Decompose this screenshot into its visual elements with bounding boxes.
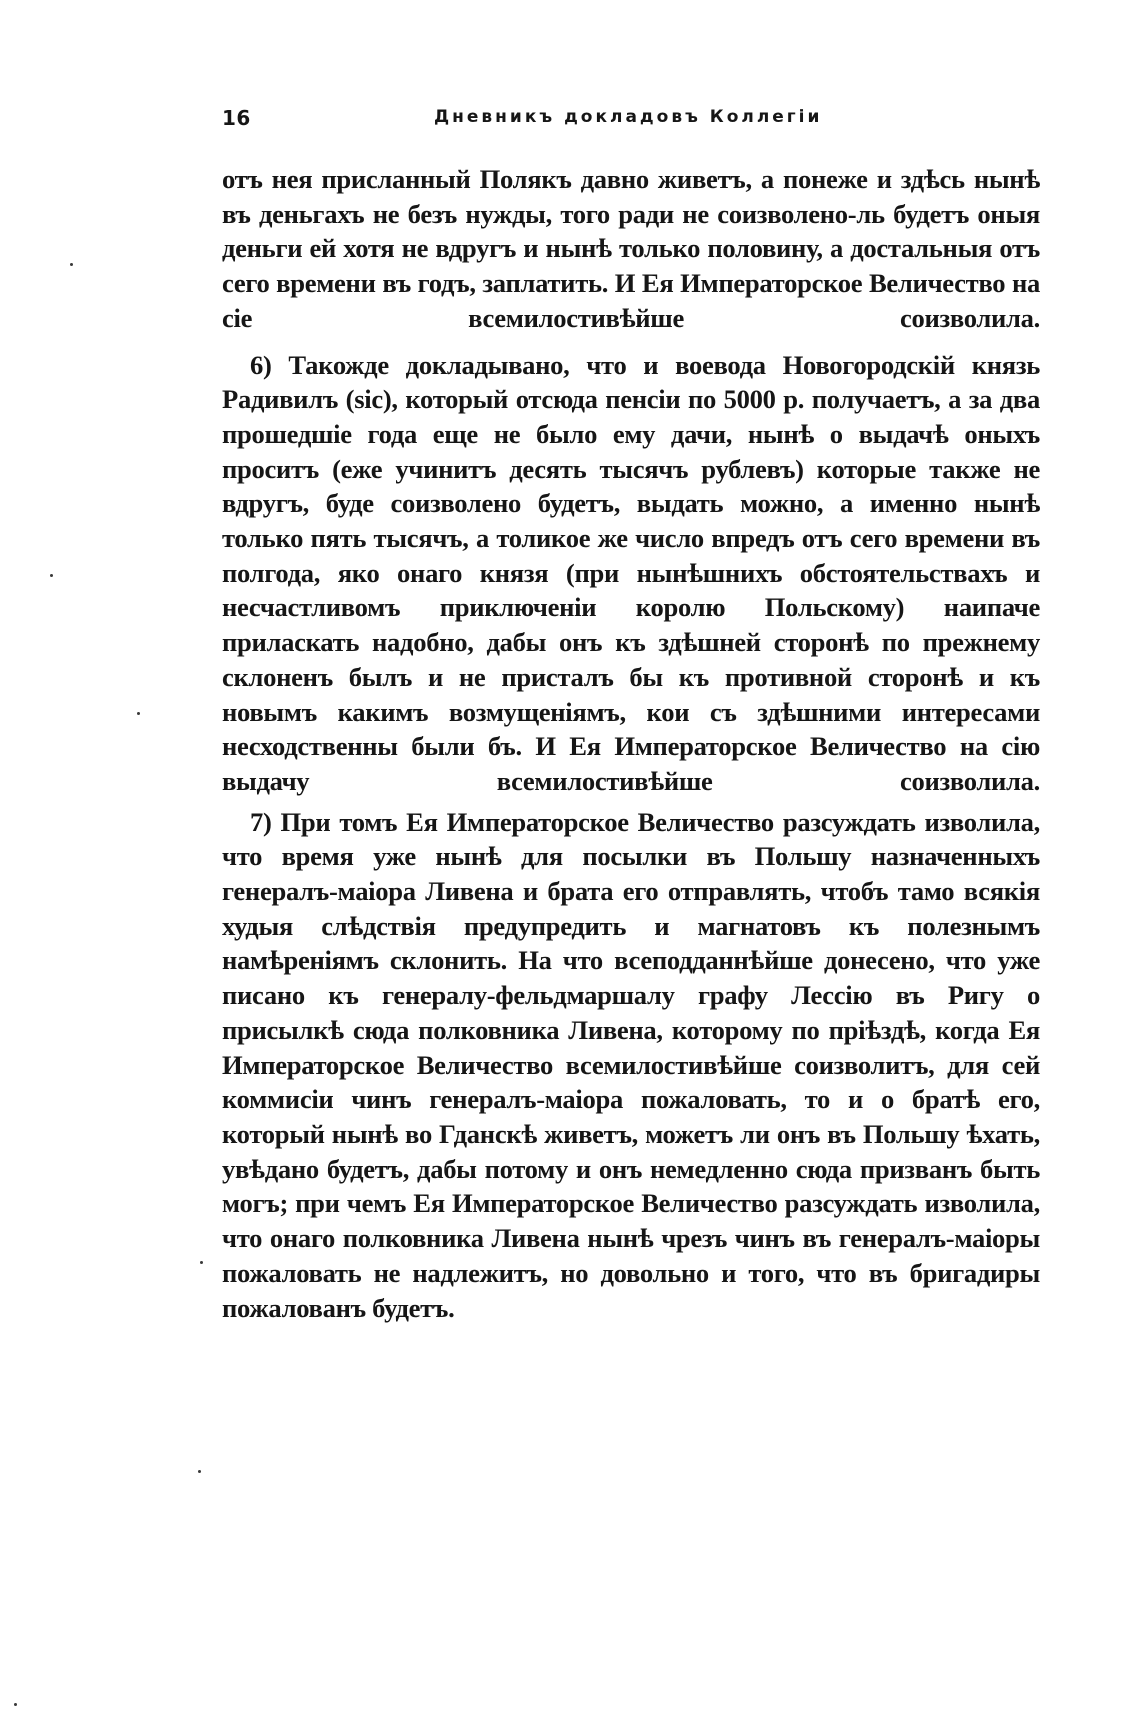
body-text — [222, 162, 1040, 1325]
scan-speck — [14, 1703, 17, 1706]
scan-speck — [200, 1261, 203, 1264]
paragraph-item-7: 7) При томъ Ея Императорское Величество разсуждать изволила, что время уже нынѣ для посылки въ Польшу назначенныхъ генералъ-маіора Ливена и брата его отправлять, чтобъ тамо всякія худыя слѣдствія предупредить и магнатовъ къ полезнымъ намѣреніямъ склонить. На что всеподданнѣйше донесено, что уже писано къ генералу-фельдмаршалу графу Лессію въ Ригу о присылкѣ сюда полковника Ливена, которому по пріѣздѣ, когда Ея Императорское Величество всемилостивѣйше соизволитъ, для сей коммисіи чинъ генералъ-маіора пожаловать, то и о братѣ его, который нынѣ во Гданскѣ живетъ, можетъ ли онъ въ Польшу ѣхать, увѣдано будетъ, дабы потому и онъ немедленно сюда призванъ быть могъ; при чемъ Ея Императорское Величество разсуждать изволила, что онаго полковника Ливена нынѣ чрезъ чинъ въ генералъ-маіоры пожаловать не надлежитъ, но довольно и того, что въ бригадиры пожалованъ будетъ. — [222, 806, 1040, 1323]
scan-speck — [70, 263, 73, 266]
page-header — [222, 106, 1042, 136]
scan-speck — [198, 1470, 201, 1473]
scan-speck — [50, 574, 53, 577]
running-title: Дневникъ докладовъ Коллегіи — [434, 107, 823, 127]
page-number: 16 — [222, 106, 251, 130]
paragraph-continuation: отъ нея присланный Полякъ давно живетъ, а понеже и здѣсь нынѣ въ деньгахъ не безъ нужды, того ради не соизволено-ль будетъ оныя деньги ей хотя не вдругъ и нынѣ только половину, а достальныя отъ сего времени въ годъ, заплатить. И Ея Императорское Величество на сіе всемилостивѣйше соизволила. — [222, 164, 1040, 333]
scan-speck — [137, 712, 140, 715]
paragraph-item-6: 6) Такожде докладывано, что и воевода Новогородскій князь Радивилъ (sic), который отсюда пенсіи по 5000 р. получаетъ, а за два прошедшіе года еще не было ему дачи, нынѣ о выдачѣ оныхъ проситъ (еже учинитъ десять тысячъ рублевъ) которые также не вдругъ, буде соизволено будетъ, выдать можно, а именно нынѣ только пять тысячъ, а толикое же число впредъ отъ сего времени въ полгода, яко онаго князя (при нынѣшнихъ обстоятельствахъ и несчастливомъ приключеніи королю Польскому) наипаче приласкать надобно, дабы онъ къ здѣшней сторонѣ по прежнему склоненъ былъ и не присталъ бы къ противной сторонѣ и къ новымъ какимъ возмущеніямъ, кои съ здѣшними интересами несходственны были бъ. И Ея Императорское Величество на сію выдачу всемилостивѣйше соизволила. — [222, 349, 1040, 796]
